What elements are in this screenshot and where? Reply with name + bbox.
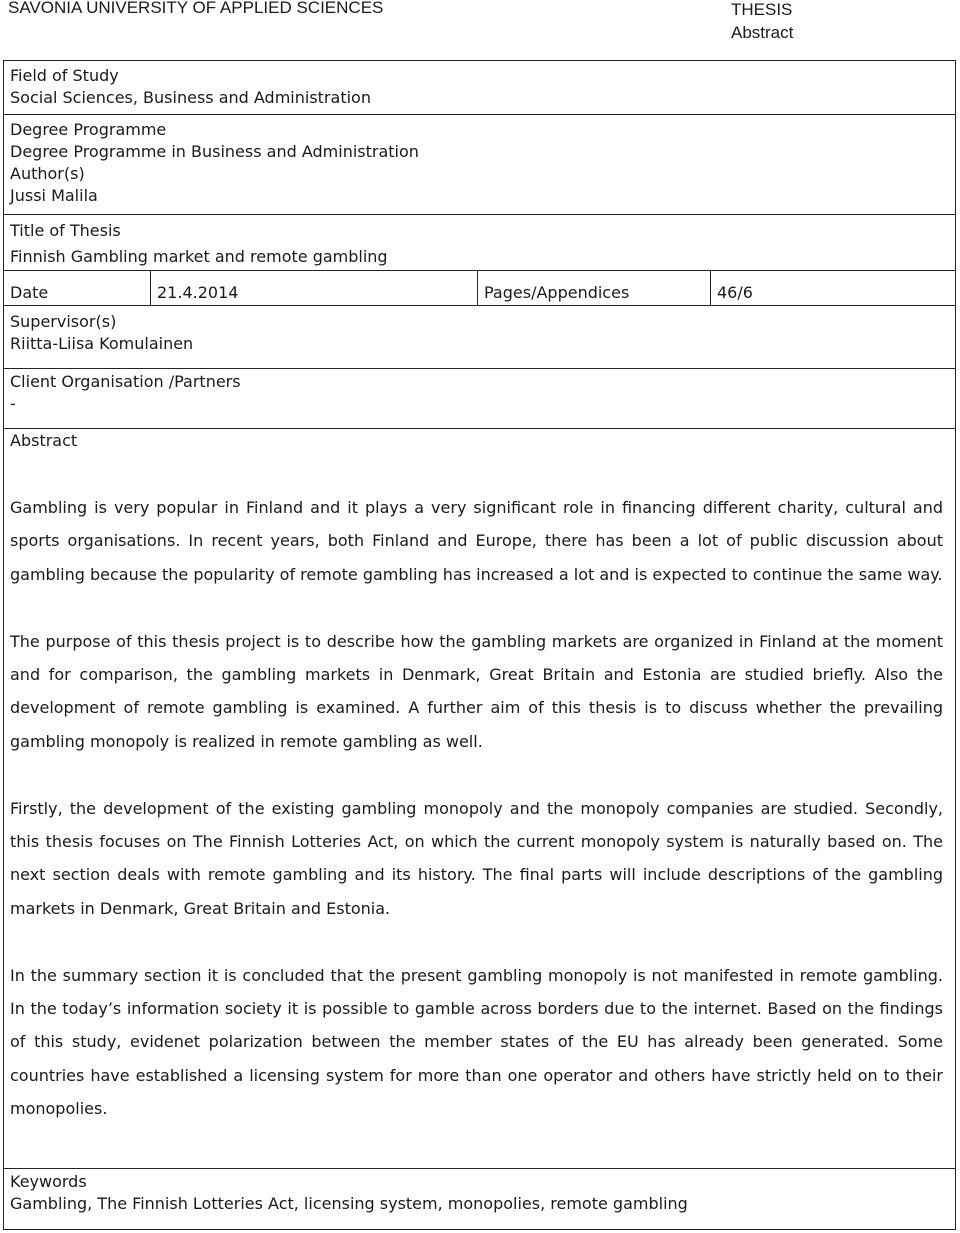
pages-label: Pages/Appendices [477, 271, 710, 305]
degree-programme-label: Degree Programme [10, 120, 167, 139]
thesis-abstract-form [3, 60, 956, 1230]
field-of-study-value: Social Sciences, Business and Administration [10, 88, 371, 107]
document-type: THESIS [731, 0, 793, 19]
title-label: Title of Thesis [10, 221, 121, 240]
abstract-label: Abstract [10, 431, 78, 450]
keywords-row [4, 1168, 955, 1230]
abstract-section [4, 428, 955, 1172]
client-value: - [10, 394, 16, 413]
abstract-paragraph: Gambling is very popular in Finland and it plays a very significant role in financing different charity, cultural and sports organisations. In recent years, both Finland and Europe, there has been a lot of public discussion about gambling because the popularity of remote gambling has increased a lot and is expected to continue the same way. [10, 498, 943, 584]
title-value: Finnish Gambling market and remote gambling [10, 247, 388, 266]
field-of-study-row [4, 61, 955, 115]
client-row [4, 368, 955, 428]
abstract-paragraph: The purpose of this thesis project is to describe how the gambling markets are organized in Finland at the moment and for comparison, the gambling markets in Denmark, Great Britain and Estonia are studied briefly. Also the development of remote gambling is examined. A further aim of this thesis is to discuss whether the prevailing gambling monopoly is realized in remote gambling as well. [10, 631, 943, 751]
client-label: Client Organisation /Partners [10, 372, 241, 391]
abstract-paragraph: Firstly, the development of the existing gambling monopoly and the monopoly companies are studied. Secondly, this thesis focuses on The Finnish Lotteries Act, on which the current monopoly system is naturally based on. The next section deals with remote gambling and its history. The final parts will include descriptions of the gambling markets in Denmark, Great Britain and Estonia. [10, 798, 943, 918]
pages-value: 46/6 [710, 271, 955, 305]
authors-value: Jussi Malila [10, 186, 98, 205]
abstract-body [4, 491, 955, 1126]
date-pages-row [4, 271, 955, 306]
title-row [4, 215, 955, 271]
document-section: Abstract [731, 23, 794, 42]
degree-programme-value: Degree Programme in Business and Administration [10, 142, 419, 161]
keywords-label: Keywords [10, 1172, 87, 1191]
authors-label: Author(s) [10, 164, 85, 183]
abstract-paragraph: In the summary section it is concluded that the present gambling monopoly is not manifested in remote gambling. In the today’s information society it is possible to gamble across borders due to the internet. Based on the findings of this study, evidenet polarization between the member states of the EU has already been generated. Some countries have established a licensing system for more than one operator and others have strictly held on to their monopolies. [10, 965, 943, 1119]
date-value: 21.4.2014 [150, 271, 477, 305]
document-type-block [731, 0, 793, 44]
keywords-value: Gambling, The Finnish Lotteries Act, licensing system, monopolies, remote gambling [10, 1194, 688, 1213]
supervisor-row [4, 306, 955, 366]
date-label: Date [10, 283, 49, 302]
institution-name: SAVONIA UNIVERSITY OF APPLIED SCIENCES [8, 0, 384, 17]
supervisor-label: Supervisor(s) [10, 312, 117, 331]
field-of-study-label: Field of Study [10, 66, 119, 85]
degree-author-row [4, 115, 955, 215]
supervisor-value: Riitta-Liisa Komulainen [10, 334, 194, 353]
